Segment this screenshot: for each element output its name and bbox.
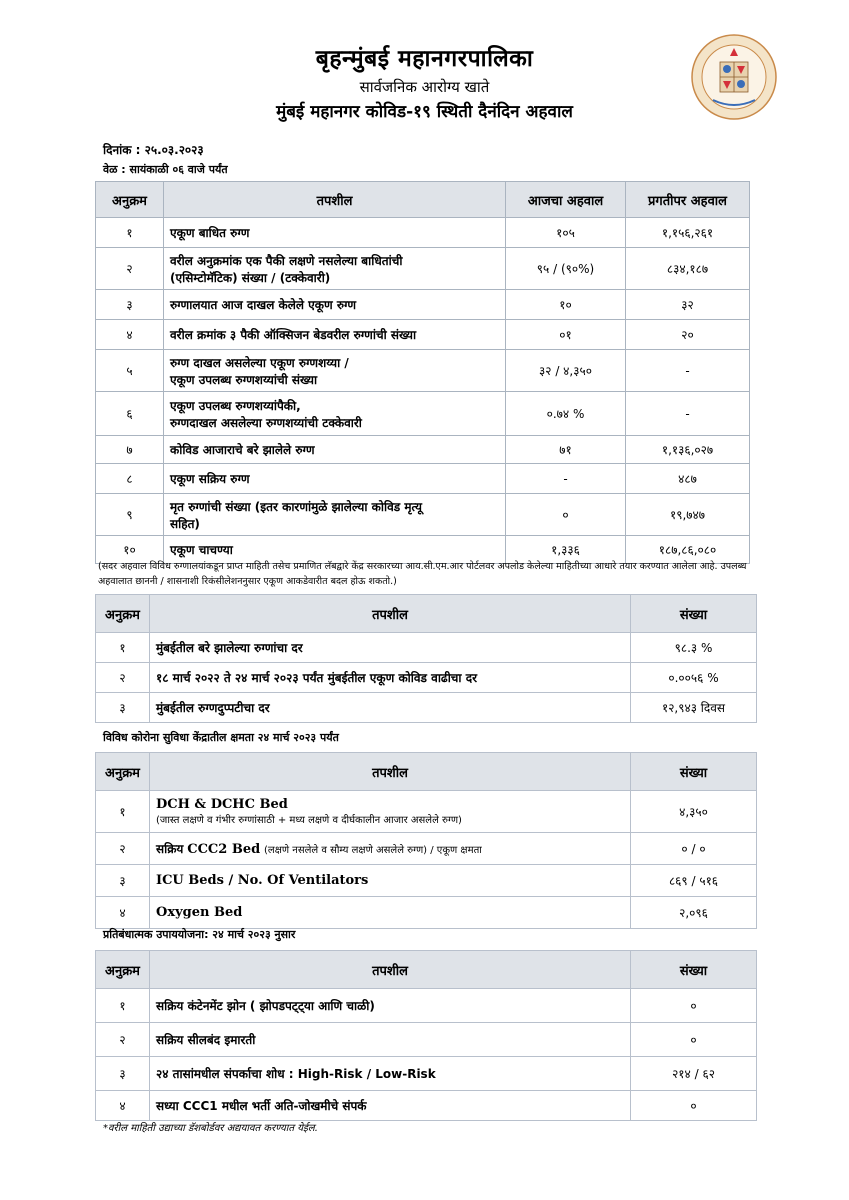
row-sn: २: [96, 833, 150, 865]
row-detail: मुंबईतील रुग्णदुप्पटीचा दर: [150, 693, 631, 723]
row-detail-line1: मृत रुग्णांची संख्या (इतर कारणांमुळे झालेल्या कोविड मृत्यू: [170, 499, 422, 514]
row-detail-line1: वरील अनुक्रमांक एक पैकी लक्षणे नसलेल्या बाधितांची: [170, 253, 403, 268]
row-detail: सक्रिय कंटेनमेंट झोन ( झोपडपट्ट्या आणि चाळी): [150, 989, 631, 1023]
row-detail: वरील क्रमांक ३ पैकी ऑक्सिजन बेडवरील रुग्णांची संख्या: [164, 320, 506, 350]
row-detail: [164, 494, 506, 536]
col-header-today: आजचा अहवाल: [506, 182, 626, 218]
row-sn: १: [96, 633, 150, 663]
table-row: [96, 392, 750, 436]
row-sn: ५: [96, 350, 164, 392]
row-sn: १: [96, 218, 164, 248]
row-total: -: [626, 392, 750, 436]
row-detail: एकूण सक्रिय रुग्ण: [164, 464, 506, 494]
row-detail: कोविड आजाराचे बरे झालेले रुग्ण: [164, 436, 506, 464]
col-header-detail: तपशील: [150, 595, 631, 633]
row-today: १०५: [506, 218, 626, 248]
table-header-row: [96, 182, 750, 218]
row-detail-sub: (लक्षणे नसलेले व सौम्य लक्षणे असलेले रुग्ण) / एकूण क्षमता: [264, 845, 482, 856]
row-detail: सध्या CCC1 मधील भर्ती अति-जोखमीचे संपर्क: [150, 1091, 631, 1121]
row-value: ०: [631, 989, 757, 1023]
row-total: ४८७: [626, 464, 750, 494]
table-row: [96, 436, 750, 464]
table-row: [96, 290, 750, 320]
report-title: मुंबई महानगर कोविड-१९ स्थिती दैनंदिन अहवाल: [276, 102, 573, 122]
row-value: २,०९६: [631, 897, 757, 929]
row-sn: ३: [96, 693, 150, 723]
department-name: सार्वजनिक आरोग्य खाते: [359, 78, 490, 96]
row-sn: २: [96, 248, 164, 290]
col-header-detail: तपशील: [150, 753, 631, 791]
col-header-sn: अनुक्रम: [96, 182, 164, 218]
row-detail: रुग्णालयात आज दाखल केलेले एकूण रुग्ण: [164, 290, 506, 320]
row-detail: [164, 392, 506, 436]
row-total: १८७,८६,०८०: [626, 536, 750, 564]
row-sn: ३: [96, 290, 164, 320]
row-sn: ४: [96, 320, 164, 350]
row-detail: [164, 248, 506, 290]
row-today: ३२ / ४,३५०: [506, 350, 626, 392]
table-row: [96, 350, 750, 392]
row-sn: ४: [96, 1091, 150, 1121]
row-sn: १: [96, 791, 150, 833]
row-total: ३२: [626, 290, 750, 320]
table-row: [96, 693, 757, 723]
row-detail: [150, 897, 631, 929]
row-sn: ७: [96, 436, 164, 464]
row-detail: [150, 791, 631, 833]
row-detail-line2: रुग्णदाखल असलेल्या रुग्णशय्यांची टक्केवारी: [170, 415, 362, 430]
row-value: ८६९ / ५१६: [631, 865, 757, 897]
row-total: १,१३६,०२७: [626, 436, 750, 464]
row-detail: २४ तासांमधील संपर्काचा शोध : High-Risk / Low-Risk: [150, 1057, 631, 1091]
row-sn: ६: [96, 392, 164, 436]
row-detail-line2: एकूण उपलब्ध रुग्णशय्यांची संख्या: [170, 372, 318, 387]
row-detail: [150, 865, 631, 897]
row-detail-en: CCC2 Bed: [187, 842, 261, 857]
row-total: -: [626, 350, 750, 392]
footnote: *वरील माहिती उद्याच्या डॅशबोर्डवर अद्ययावत करण्यात येईल.: [103, 1123, 318, 1134]
row-detail-line2: (एसिम्टोमॅटिक) संख्या / (टक्केवारी): [170, 270, 331, 285]
row-sn: २: [96, 1023, 150, 1057]
report-time: वेळ : सायंकाळी ०६ वाजे पर्यंत: [103, 163, 228, 176]
row-detail: [150, 833, 631, 865]
table-header-row: [96, 595, 757, 633]
col-header-sn: अनुक्रम: [96, 951, 150, 989]
row-sn: ९: [96, 494, 164, 536]
col-header-value: संख्या: [631, 753, 757, 791]
row-today: ०१: [506, 320, 626, 350]
org-name: बृहन्मुंबई महानगरपालिका: [315, 46, 534, 72]
table-row: [96, 1023, 757, 1057]
row-value: २१४ / ६२: [631, 1057, 757, 1091]
facility-capacity-caption: विविध कोरोना सुविधा केंद्रातील क्षमता २४ मार्च २०२३ पर्यंत: [103, 731, 339, 744]
row-detail-en: ICU Beds / No. Of Ventilators: [156, 873, 369, 888]
row-today: १,३३६: [506, 536, 626, 564]
row-today: ०.७४ %: [506, 392, 626, 436]
row-today: १०: [506, 290, 626, 320]
row-detail-en: DCH & DCHC Bed: [156, 797, 288, 812]
row-detail: एकूण बाधित रुग्ण: [164, 218, 506, 248]
row-detail-pre: सक्रिय: [156, 842, 184, 856]
col-header-sn: अनुक्रम: [96, 753, 150, 791]
row-sn: ३: [96, 1057, 150, 1091]
table-row: [96, 218, 750, 248]
row-total: १,१५६,२६१: [626, 218, 750, 248]
row-sn: ४: [96, 897, 150, 929]
report-date: दिनांक : २५.०३.२०२३: [103, 143, 204, 157]
row-total: २०: [626, 320, 750, 350]
table-row: [96, 897, 757, 929]
row-sn: १०: [96, 536, 164, 564]
row-sn: २: [96, 663, 150, 693]
row-detail: सक्रिय सीलबंद इमारती: [150, 1023, 631, 1057]
containment-caption: प्रतिबंधात्मक उपाययोजना: २४ मार्च २०२३ नुसार: [103, 928, 296, 941]
row-sn: १: [96, 989, 150, 1023]
data-source-note: (सदर अहवाल विविध रुग्णालयांकडून प्राप्त माहिती तसेच प्रमाणित लॅबद्वारे केंद्र सरकारच्या आय.सी.एम.आर पोर्टलवर अपलोड केलेल्या माहितीच्या आधारे तयार करण्यात आलेला आहे. उपलब्ध अहवालात छाननी / शासनाशी रिकंसीलेशननुसार एकूण आकडेवारीत बदल होऊ शकतो.): [98, 561, 747, 587]
table-row: [96, 865, 757, 897]
row-today: ९५ / (९०%): [506, 248, 626, 290]
row-value: ० / ०: [631, 833, 757, 865]
row-detail: एकूण चाचण्या: [164, 536, 506, 564]
table-row: [96, 989, 757, 1023]
col-header-detail: तपशील: [150, 951, 631, 989]
table-row: [96, 633, 757, 663]
row-value: ४,३५०: [631, 791, 757, 833]
table-row: [96, 663, 757, 693]
row-value: ९८.३ %: [631, 633, 757, 663]
row-detail: मुंबईतील बरे झालेल्या रुग्णांचा दर: [150, 633, 631, 663]
table-row: [96, 248, 750, 290]
row-total: ८३४,१८७: [626, 248, 750, 290]
row-sn: ३: [96, 865, 150, 897]
table-row: [96, 320, 750, 350]
row-detail-sub: (जास्त लक्षणे व गंभीर रुग्णांसाठी + मध्य लक्षणे व दीर्घकालीन आजार असलेले रुग्ण): [156, 815, 462, 826]
col-header-detail: तपशील: [164, 182, 506, 218]
row-today: ७१: [506, 436, 626, 464]
row-detail: १८ मार्च २०२२ ते २४ मार्च २०२३ पर्यंत मुंबईतील एकूण कोविड वाढीचा दर: [150, 663, 631, 693]
facility-capacity-table: [95, 752, 757, 929]
row-detail-line1: एकूण उपलब्ध रुग्णशय्यांपैकी,: [170, 398, 301, 413]
row-value: ०: [631, 1023, 757, 1057]
table-row: [96, 791, 757, 833]
row-detail-line2: सहित): [170, 516, 200, 531]
row-detail-en: Oxygen Bed: [156, 905, 243, 920]
row-value: १२,९४३ दिवस: [631, 693, 757, 723]
bmc-logo: [691, 34, 777, 120]
col-header-sn: अनुक्रम: [96, 595, 150, 633]
col-header-value: संख्या: [631, 595, 757, 633]
row-today: -: [506, 464, 626, 494]
col-header-value: संख्या: [631, 951, 757, 989]
table-row: [96, 464, 750, 494]
table-header-row: [96, 753, 757, 791]
containment-table: [95, 950, 757, 1121]
row-total: १९,७४७: [626, 494, 750, 536]
row-value: ०: [631, 1091, 757, 1121]
row-today: ०: [506, 494, 626, 536]
col-header-total: प्रगतीपर अहवाल: [626, 182, 750, 218]
daily-report-table: [95, 181, 750, 564]
table-row: [96, 494, 750, 536]
table-row: [96, 833, 757, 865]
row-sn: ८: [96, 464, 164, 494]
row-detail-line1: रुग्ण दाखल असलेल्या एकूण रुग्णशय्या /: [170, 355, 349, 370]
rates-table: [95, 594, 757, 723]
table-row: [96, 1091, 757, 1121]
row-value: ०.००५६ %: [631, 663, 757, 693]
row-detail: [164, 350, 506, 392]
table-header-row: [96, 951, 757, 989]
table-row: [96, 1057, 757, 1091]
